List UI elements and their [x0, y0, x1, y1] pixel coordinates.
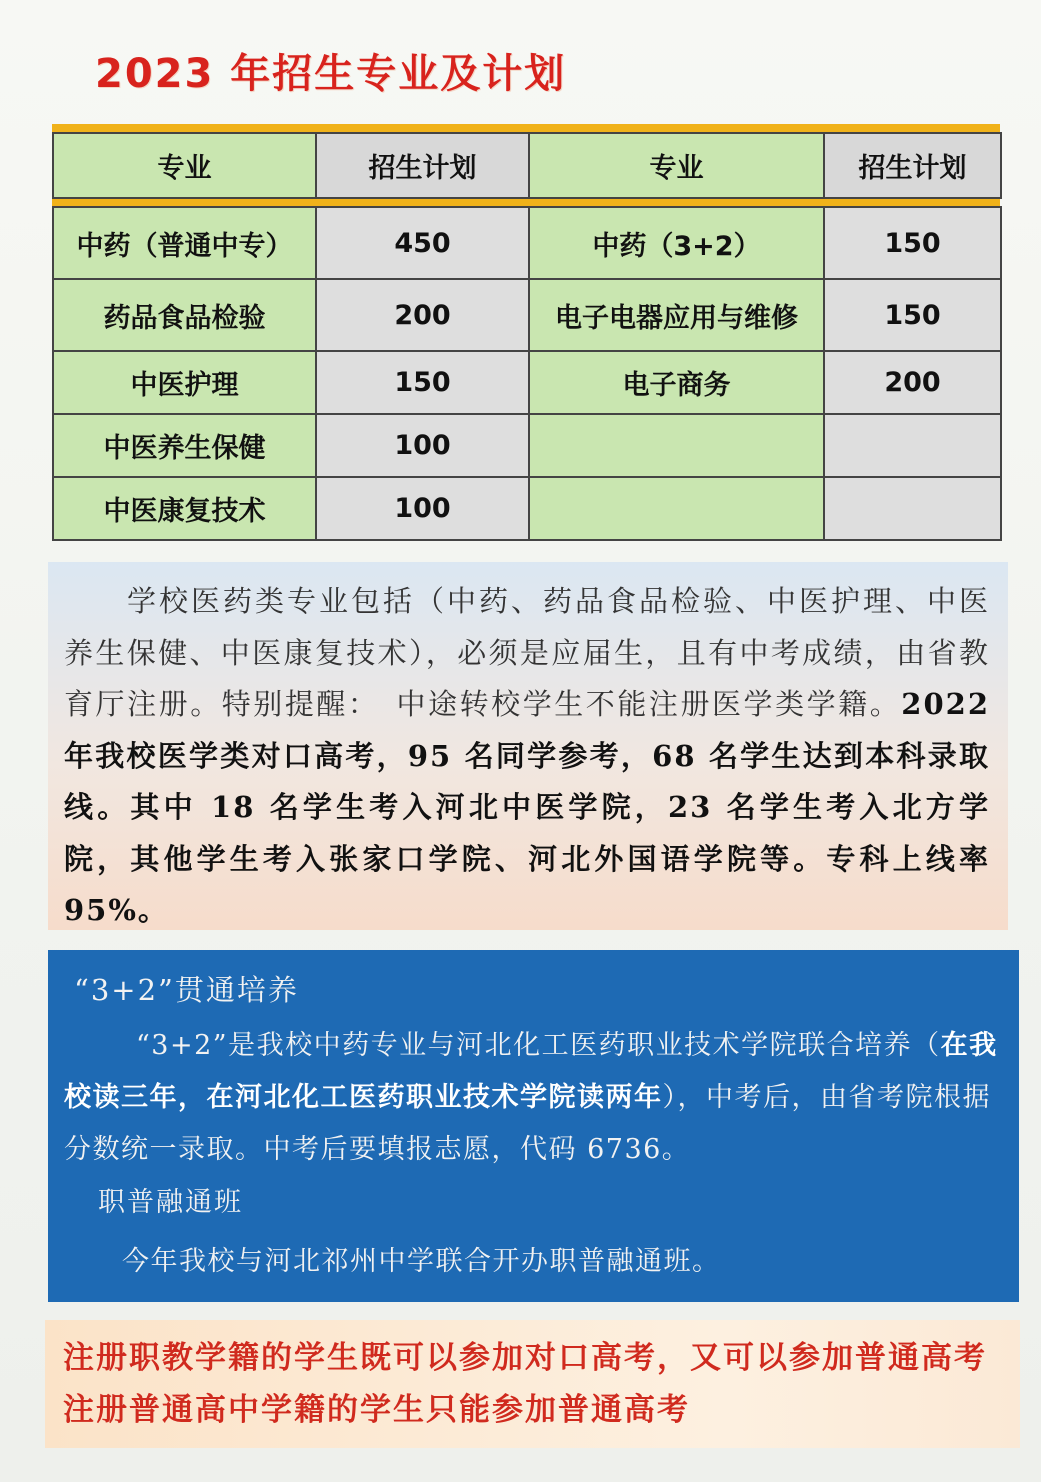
medical-info-text — [64, 576, 990, 937]
header-plan: 招生计划 — [316, 133, 529, 198]
major-cell: 中医护理 — [53, 351, 316, 414]
note-line-1: 注册职教学籍的学生既可以参加对口高考，又可以参加普通高考 — [63, 1340, 987, 1376]
plan-cell: 150 — [824, 279, 1001, 351]
registration-note-panel — [45, 1320, 1020, 1448]
note-line-2: 注册普通高中学籍的学生只能参加普通高考 — [63, 1392, 690, 1428]
table-divider-bar — [52, 199, 1000, 206]
plan-cell: 100 — [316, 414, 529, 477]
table-row — [53, 279, 1001, 351]
major-cell: 中医养生保健 — [53, 414, 316, 477]
medical-info-panel — [48, 562, 1008, 930]
major-cell: 电子商务 — [529, 351, 824, 414]
major-cell: 中医康复技术 — [53, 477, 316, 540]
integrated-class-heading: 职普融通班 — [98, 1187, 243, 1218]
three-plus-two-heading: “3+2”贯通培养 — [74, 973, 299, 1007]
header-plan: 招生计划 — [824, 133, 1001, 198]
plan-table — [52, 132, 1002, 199]
major-cell: 中药（3+2） — [529, 207, 824, 279]
program-info-panel — [48, 950, 1019, 1302]
three-plus-two-intro: “3+2”是我校中药专业与河北化工医药职业技术学院联合培养（ — [136, 1030, 941, 1061]
plan-cell — [824, 414, 1001, 477]
table-top-bar — [52, 124, 1000, 132]
integrated-class-text: 今年我校与河北祁州中学联合开办职普融通班。 — [122, 1246, 721, 1277]
exam-results-note: 2022 年我校医学类对口高考，95 名同学参考，68 名学生达到本科录取线。其中 18 名学生考入河北中医学院，23 名学生考入北方学院，其他学生考入张家口学院、河北外国语学院等。专科上线率 95%。 — [64, 687, 990, 927]
header-major: 专业 — [53, 133, 316, 198]
plan-cell: 100 — [316, 477, 529, 540]
plan-cell: 450 — [316, 207, 529, 279]
major-cell — [529, 477, 824, 540]
major-cell: 药品食品检验 — [53, 279, 316, 351]
major-cell — [529, 414, 824, 477]
plan-cell: 150 — [824, 207, 1001, 279]
page-title: 2023 年招生专业及计划 — [95, 51, 567, 97]
major-cell: 中药（普通中专） — [53, 207, 316, 279]
table-row — [53, 351, 1001, 414]
table-row — [53, 477, 1001, 540]
plan-cell: 200 — [824, 351, 1001, 414]
table-row — [53, 207, 1001, 279]
plan-cell: 200 — [316, 279, 529, 351]
plan-cell: 150 — [316, 351, 529, 414]
table-row — [53, 414, 1001, 477]
plan-cell — [824, 477, 1001, 540]
enrollment-table — [52, 124, 1000, 541]
three-plus-two-text — [64, 1020, 1001, 1176]
header-major: 专业 — [529, 133, 824, 198]
table-header-row — [53, 133, 1001, 198]
three-plus-two-detail: ），中考后，由省考院根据分数统一录取。中考后要填报志愿，代码 6736。 — [64, 1082, 991, 1165]
major-cell: 电子电器应用与维修 — [529, 279, 824, 351]
three-plus-two-emphasis: 在我校读三年，在河北化工医药职业技术学院读两年 — [64, 1030, 998, 1113]
plan-table-body — [52, 206, 1002, 541]
medical-majors-note: 学校医药类专业包括（中药、药品食品检验、中医护理、中医养生保健、中医康复技术），必须是应届生，且有中考成绩，由省教育厅注册。特别提醒： 中途转校学生不能注册医学类学籍。 — [64, 584, 990, 721]
